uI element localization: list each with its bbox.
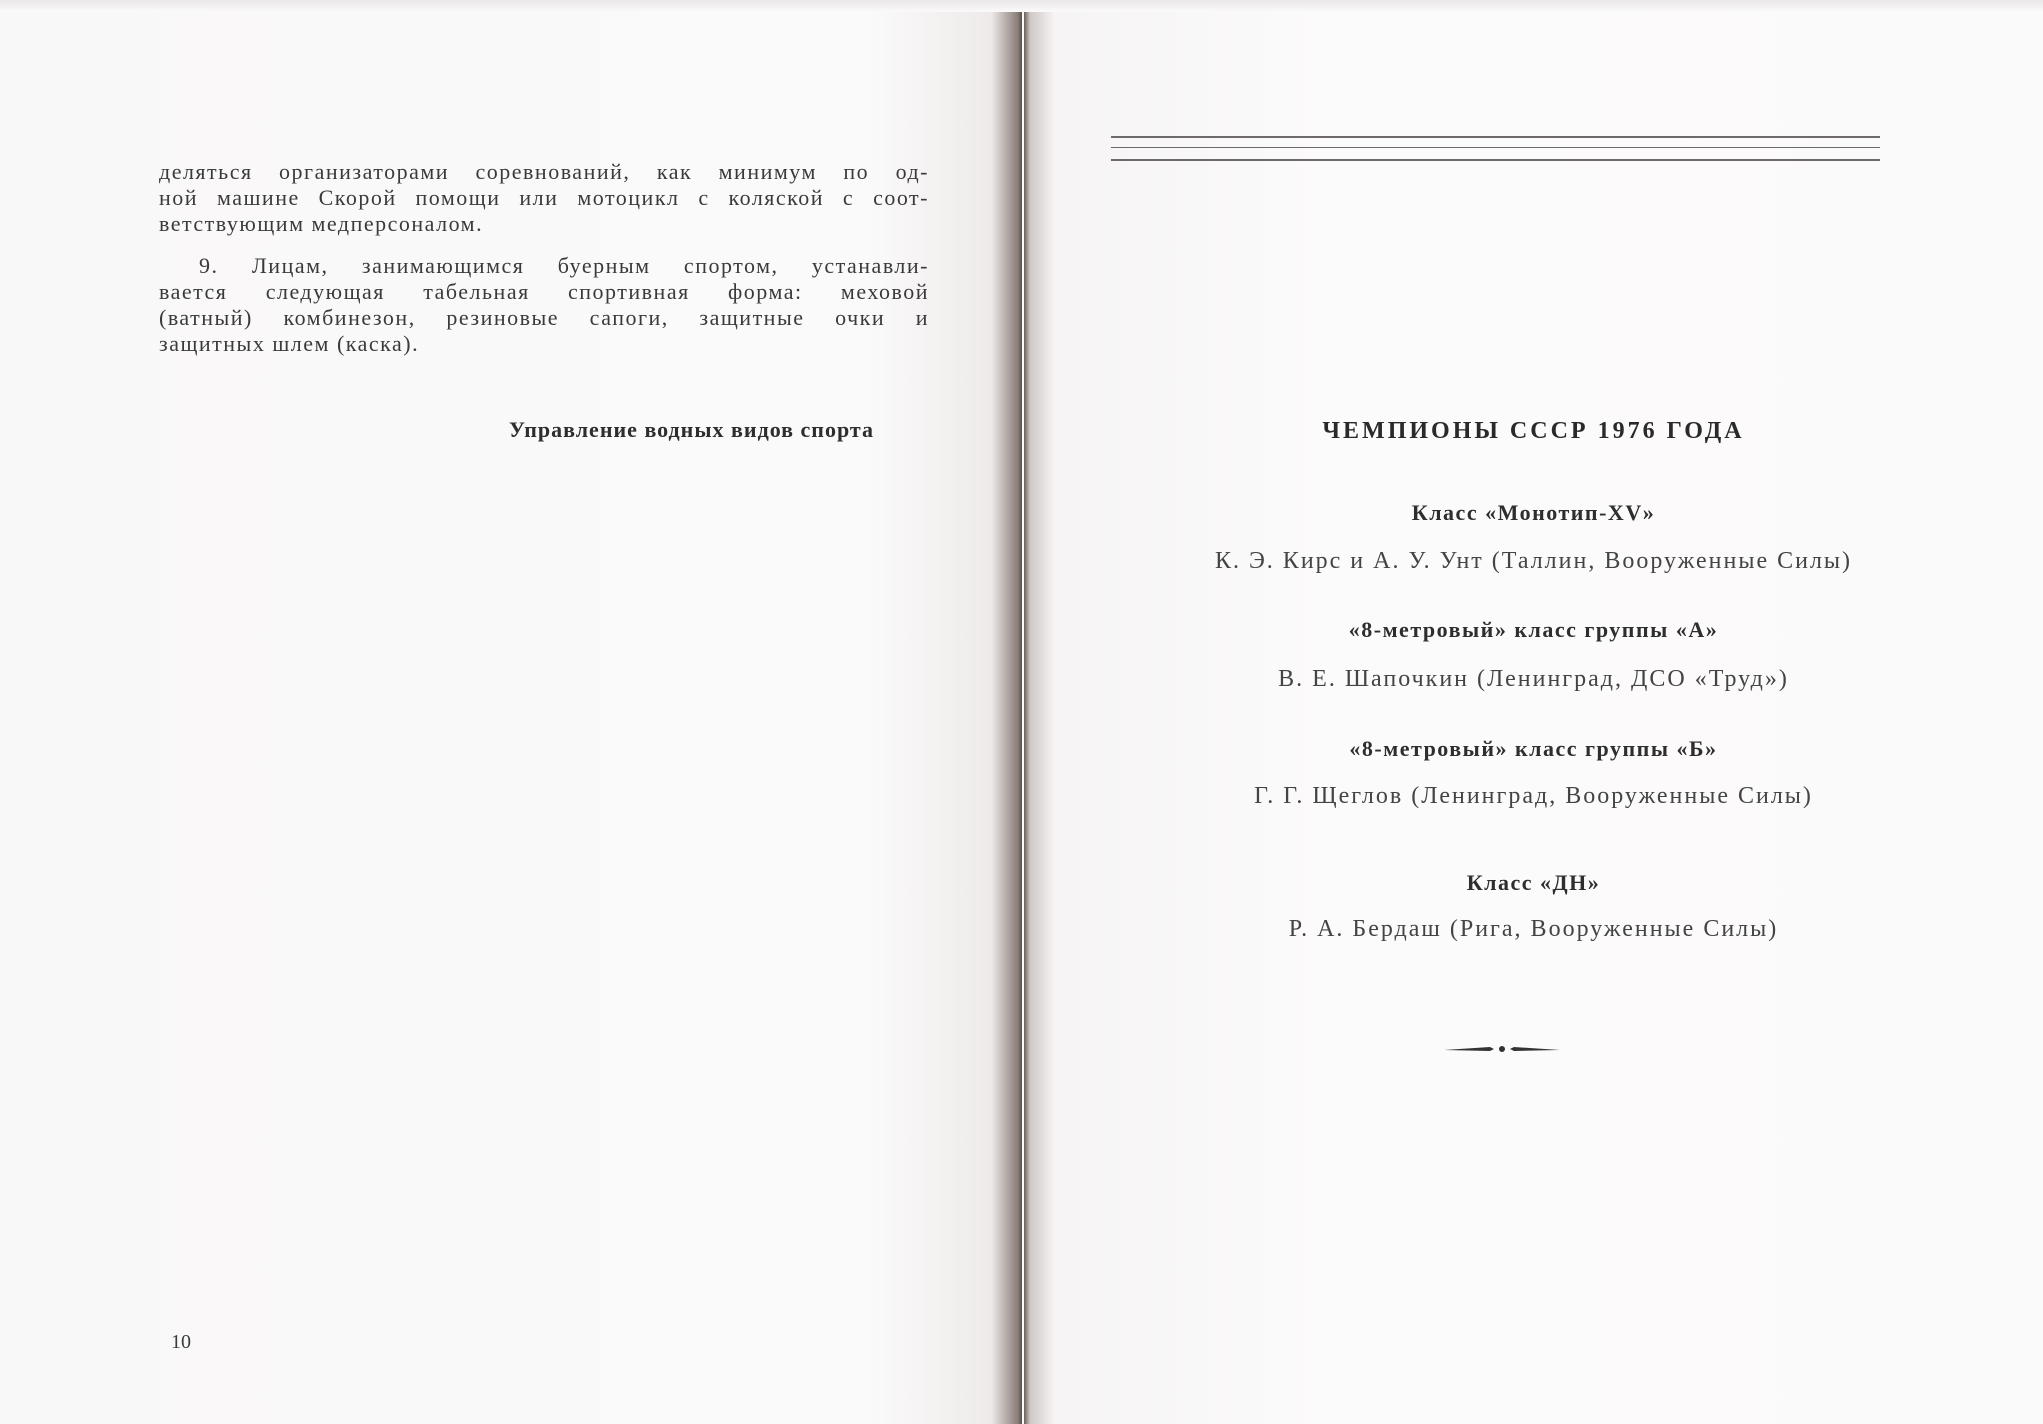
body-text-line: (ватный) комбинезон, резиновые сапоги, защитные очки и [159, 305, 929, 330]
signature: Управление водных видов спорта [508, 417, 874, 442]
champion-name: К. Э. Кирс и А. У. Унт (Таллин, Вооруженные Силы) [1214, 548, 1853, 574]
body-text-line: деляться организаторами соревнований, как минимум по од- [159, 159, 929, 184]
champion-name: Г. Г. Щеглов (Ленинград, Вооруженные Силы) [1254, 783, 1813, 809]
ornament-divider-icon [1442, 1043, 1562, 1055]
decorative-rule [1111, 147, 1880, 148]
decorative-rule [1111, 159, 1880, 161]
body-text-line: 9. Лицам, занимающимся буерным спортом, устанавли- [199, 253, 929, 278]
body-text-line: защитных шлем (каска). [159, 331, 420, 356]
body-text-line: ной машине Скорой помощи или мотоцикл с коляской с соот- [159, 185, 929, 210]
page-title: ЧЕМПИОНЫ СССР 1976 ГОДА [1322, 418, 1745, 444]
body-text-line: ветствующим медперсоналом. [159, 211, 484, 236]
class-heading: Класс «ДН» [1466, 870, 1601, 895]
right-page [1024, 0, 2043, 1424]
page-number: 10 [171, 1331, 191, 1353]
page-top-shadow [0, 0, 2043, 12]
class-heading: Класс «Монотип-XV» [1411, 500, 1656, 525]
decorative-rule [1111, 136, 1880, 138]
class-heading: «8-метровый» класс группы «Б» [1349, 736, 1718, 761]
champion-name: В. Е. Шапочкин (Ленинград, ДСО «Труд») [1278, 666, 1789, 692]
champion-name: Р. А. Бердаш (Рига, Вооруженные Силы) [1288, 916, 1779, 942]
body-text-line: вается следующая табельная спортивная форма: меховой [159, 279, 929, 304]
class-heading: «8-метровый» класс группы «А» [1348, 617, 1719, 642]
